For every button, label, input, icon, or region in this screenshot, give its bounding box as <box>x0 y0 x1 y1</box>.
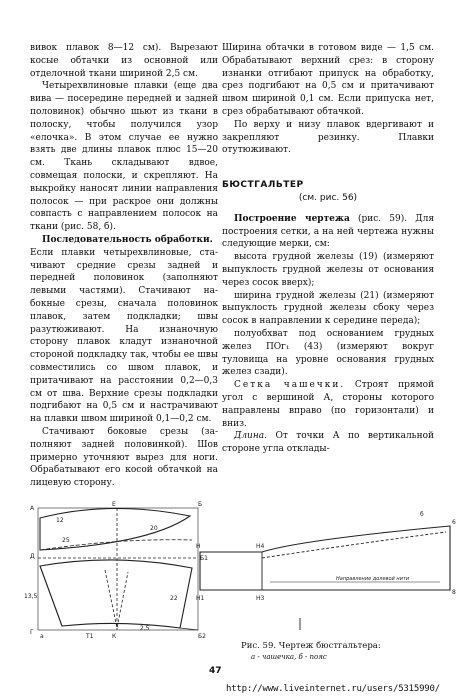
run-in-title: Построение чертежа <box>234 213 350 224</box>
paragraph: высота грудной железы (19) (измеряют выпуклость грудной железы от основания через сосок вверх); <box>222 252 434 288</box>
source-url: http://www.liveinternet.ru/users/5315990/ <box>226 684 440 694</box>
section-title: Последовательность обработки. <box>42 234 213 245</box>
paragraph: Ширина обтачки в готовом виде — 1,5 см. Обрабатывают верхний срез: в сторону изнанки отгибают припуск на обработку, срез подгибают на 0,5 см и притачивают швом шириной 0,1 см. Если припуска нет, срез обрабатывают обтачкой. <box>222 43 434 117</box>
label-13-5: 13,5 <box>24 593 38 600</box>
label-b-small: б <box>420 511 424 518</box>
paragraph: Стачивают боковые срезы (заполняют задней половинкой). Шов примерно уточняют вырез для ноги. Обрабатывают его косой обтачкой на лицевую сторону. <box>30 426 218 489</box>
belt-labels <box>196 511 456 602</box>
section-subheading: (см. рис. 56) <box>298 192 358 203</box>
label-22: 22 <box>170 595 178 602</box>
run-in-title: Сетка чашечки. <box>234 380 346 391</box>
label-n: Н <box>196 543 201 550</box>
paragraph: Четырехвлиновые плавки (еще два вива — посередине передней и задней половинок) обычно шьют из ткани в полоску, чтобы получился узор «елочка». В этом случае ее нужно взять две длины плавок плюс 15—20 см. Ткань складывают вдвое, совмещая полоски, и скрепляют. На выкройку наносят линии направления полосок — при раскрое они должны совпасть с направлением полосок на ткани (рис. 58, б). <box>30 81 218 233</box>
paragraph-text: Строят прямой угол с вершиной А, стороны которого направлены вправо (по горизонтали) и вниз. <box>222 380 434 429</box>
label-n3: Н3 <box>256 595 265 602</box>
label-n1: Н1 <box>196 595 205 602</box>
label-20: 20 <box>150 525 158 532</box>
belt-drawing <box>200 526 450 630</box>
grain-label: Направление долевой нити <box>336 576 410 582</box>
figure-caption <box>241 641 451 663</box>
right-column <box>222 42 434 456</box>
label-b2: Б2 <box>198 633 206 640</box>
label-2-5: 2,5 <box>140 625 150 632</box>
paragraph: вивок плавок 8—12 см). Вырезают косые обтачки из основной или отделочной ткани шириной 2,5 см. <box>30 43 218 79</box>
caption-title: Рис. 59. Чертеж бюстгальтера: <box>241 641 381 651</box>
label-k: К <box>112 633 117 640</box>
section-heading: БЮСТГАЛЬТЕР <box>222 180 304 191</box>
label-a-small: а <box>40 633 44 640</box>
pattern-drawing <box>0 498 463 643</box>
label-b: Б <box>198 501 203 508</box>
run-in-title: Длина. <box>234 431 267 442</box>
label-e: Е <box>112 501 116 508</box>
label-25: 25 <box>62 537 70 544</box>
paragraph-text: (рис. 59). Для построения сетки, а на ней чертежа нужны следующие мерки, см: <box>222 213 434 250</box>
paragraph: ширина грудной железы (21) (измеряют выпуклость грудной железы сбоку через сосок в направлении к середине переда); <box>222 290 434 327</box>
paragraph: полуобхват под основанием грудных желез ПОг₁ (43) (измеряют вокруг туловища на уровне основания грудных желез сзади). <box>222 328 434 378</box>
left-column <box>30 42 218 490</box>
paragraph: По верху и низу плавок вдергивают и закрепляют резинку. Плавки отутюживают. <box>222 119 434 156</box>
label-8: 8 <box>452 589 456 596</box>
label-6: 6 <box>452 519 456 526</box>
paragraph: Если плавки четырехвлиновые, стачивают средние срезы задней и передней половинок (заполняют левыми частями). Стачивают набокные срезы, сначала половинок плавок, затем подкладки; швы разутюживают. На изнаночную сторону плавок кладут изнаночной стороной подкладку так, чтобы ее швы совместились со швом плавок, и притачивают на расстоянии 0,2—0,3 см от шва. Верхние срезы подкладки подгибают на 0,5 см и настрачивают на плавки швом шириной 0,1—0,2 см. <box>30 247 218 425</box>
label-g: Г <box>30 629 34 636</box>
label-a: А <box>30 505 35 512</box>
label-b1: Б1 <box>200 555 208 562</box>
label-12: 12 <box>56 517 64 524</box>
label-t1: Т1 <box>86 633 94 640</box>
page-number: 47 <box>209 666 222 676</box>
cup-drawing <box>38 508 198 630</box>
caption-subtitle: а - чашечка, б - пояс <box>251 653 327 661</box>
paragraph-text: От точки А по вертикальной стороне угла отклады- <box>222 431 434 455</box>
label-n4: Н4 <box>256 543 265 550</box>
label-d: Д <box>30 553 35 560</box>
